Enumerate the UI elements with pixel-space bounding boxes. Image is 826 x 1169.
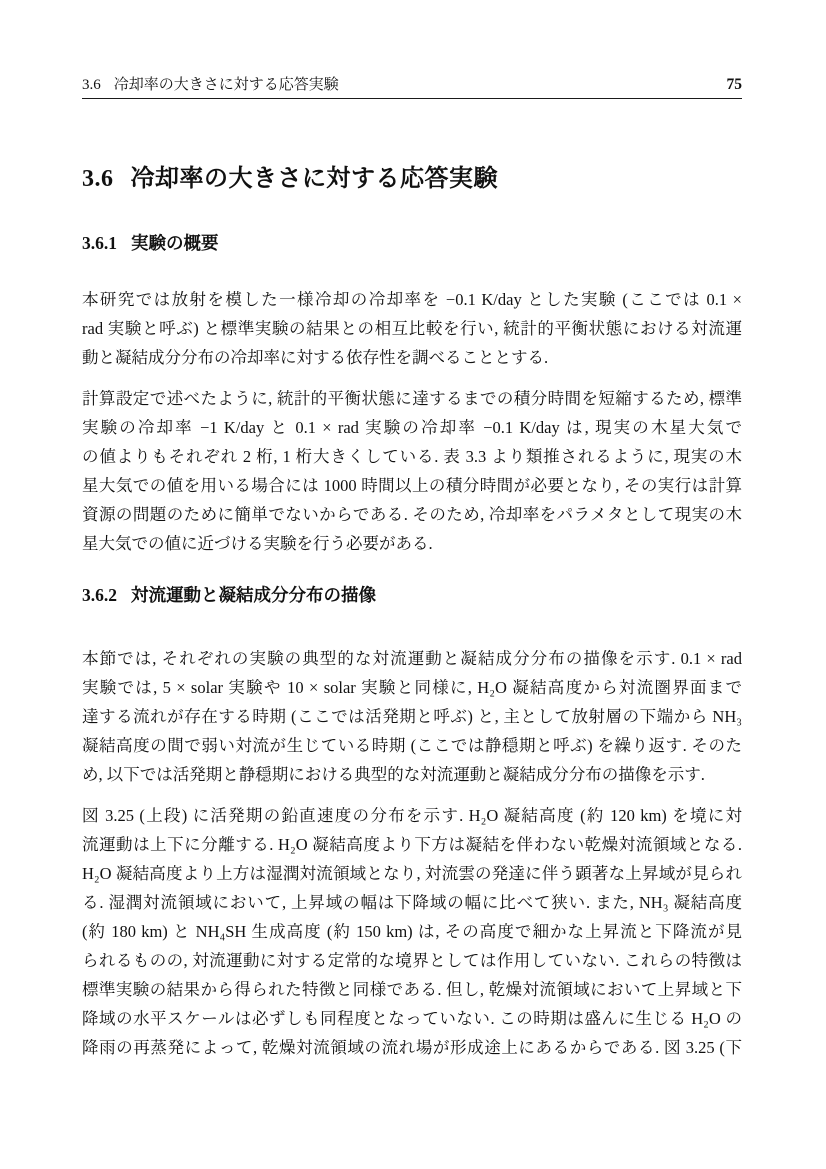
body-text-line: 降雨の再蒸発によって, 乾燥対流領域の流れ場が形成途上にあるからである. 図 3.25 (下 bbox=[82, 1037, 742, 1057]
body-text-line: 標準実験の結果から得られた特徴と同様である. 但し, 乾燥対流領域において上昇域と下 bbox=[82, 979, 742, 999]
body-text-line: 星大気での値に近づける実験を行う必要がある. bbox=[82, 533, 433, 553]
running-header bbox=[82, 76, 742, 99]
page-content bbox=[82, 0, 742, 1062]
section-number: 3.6 bbox=[82, 165, 114, 192]
paragraph bbox=[82, 801, 742, 1062]
subsection-number: 3.6.2 bbox=[82, 584, 117, 605]
body-text-line: 資源の問題のために簡単でないからである. そのため, 冷却率をパラメタとして現実の木 bbox=[82, 504, 742, 524]
subsection-title: 実験の概要 bbox=[131, 232, 219, 253]
running-header-section-number: 3.6 bbox=[82, 76, 101, 93]
body-text-line: (約 180 km) と NH₄SH 生成高度 (約 150 km) は, その高度で細かな上昇流と下降流が見 bbox=[82, 921, 742, 941]
body-text-line: 本研究では放射を模した一様冷却の冷却率を −0.1 K/day とした実験 (ここでは 0.1 × bbox=[82, 289, 742, 309]
body-text-line: 星大気での値を用いる場合には 1000 時間以上の積分時間が必要となり, その実行は計算 bbox=[82, 475, 742, 495]
body-text-line: る. 湿潤対流領域において, 上昇域の幅は下降域の幅に比べて狭い. また, NH₃ 凝結高度 bbox=[82, 892, 742, 912]
running-header-title bbox=[82, 77, 339, 94]
body-text-line: の値よりもそれぞれ 2 桁, 1 桁大きくしている. 表 3.3 より類推されるように, 現実の木 bbox=[82, 446, 742, 466]
body-text-line: 計算設定で述べたように, 統計的平衡状態に達するまでの積分時間を短縮するため, 標準 bbox=[82, 388, 742, 408]
section-title: 冷却率の大きさに対する応答実験 bbox=[130, 164, 498, 192]
running-header-section-title: 冷却率の大きさに対する応答実験 bbox=[113, 76, 339, 93]
subsection-number: 3.6.1 bbox=[82, 232, 117, 253]
page-number: 75 bbox=[726, 76, 742, 93]
body-text-line: rad 実験と呼ぶ) と標準実験の結果との相互比較を行い, 統計的平衡状態における対流運 bbox=[82, 318, 742, 338]
body-text-line: 実験の冷却率 −1 K/day と 0.1 × rad 実験の冷却率 −0.1 K/day は, 現実の木星大気で bbox=[82, 417, 742, 437]
body-text-line: 降域の水平スケールは必ずしも同程度となっていない. この時期は盛んに生じる H₂O の bbox=[82, 1008, 742, 1028]
section-heading bbox=[82, 163, 742, 195]
body-text-line: 流運動は上下に分離する. H₂O 凝結高度より下方は凝結を伴わない乾燥対流領域となる. bbox=[82, 834, 742, 854]
body-text-line: 達する流れが存在する時期 (ここでは活発期と呼ぶ) と, 主として放射層の下端から NH₃ bbox=[82, 706, 742, 726]
body-text-line: H₂O 凝結高度より上方は湿潤対流領域となり, 対流雲の発達に伴う顕著な上昇域が見られ bbox=[82, 863, 742, 883]
subsection-heading-convection-depiction bbox=[82, 583, 742, 608]
subsection-heading-experiment-overview bbox=[82, 231, 742, 256]
subsection-title: 対流運動と凝結成分分布の描像 bbox=[131, 584, 376, 605]
paragraph bbox=[82, 384, 742, 558]
body-text-line: 凝結高度の間で弱い対流が生じている時期 (ここでは静穏期と呼ぶ) を繰り返す. そのた bbox=[82, 735, 742, 755]
paragraph bbox=[82, 644, 742, 789]
body-text-line: 実験では, 5 × solar 実験や 10 × solar 実験と同様に, H₂O 凝結高度から対流圏界面まで bbox=[82, 677, 742, 697]
body-text-line: 図 3.25 (上段) に活発期の鉛直速度の分布を示す. H₂O 凝結高度 (約 120 km) を境に対 bbox=[82, 805, 742, 825]
body-text-line: 動と凝結成分分布の冷却率に対する依存性を調べることとする. bbox=[82, 347, 549, 367]
body-text-line: られるものの, 対流運動に対する定常的な境界としては作用していない. これらの特徴は bbox=[82, 950, 742, 970]
body-text-line: め, 以下では活発期と静穏期における典型的な対流運動と凝結成分分布の描像を示す. bbox=[82, 764, 705, 784]
body-text-line: 本節では, それぞれの実験の典型的な対流運動と凝結成分分布の描像を示す. 0.1 × rad bbox=[82, 648, 742, 668]
paragraph bbox=[82, 285, 742, 372]
